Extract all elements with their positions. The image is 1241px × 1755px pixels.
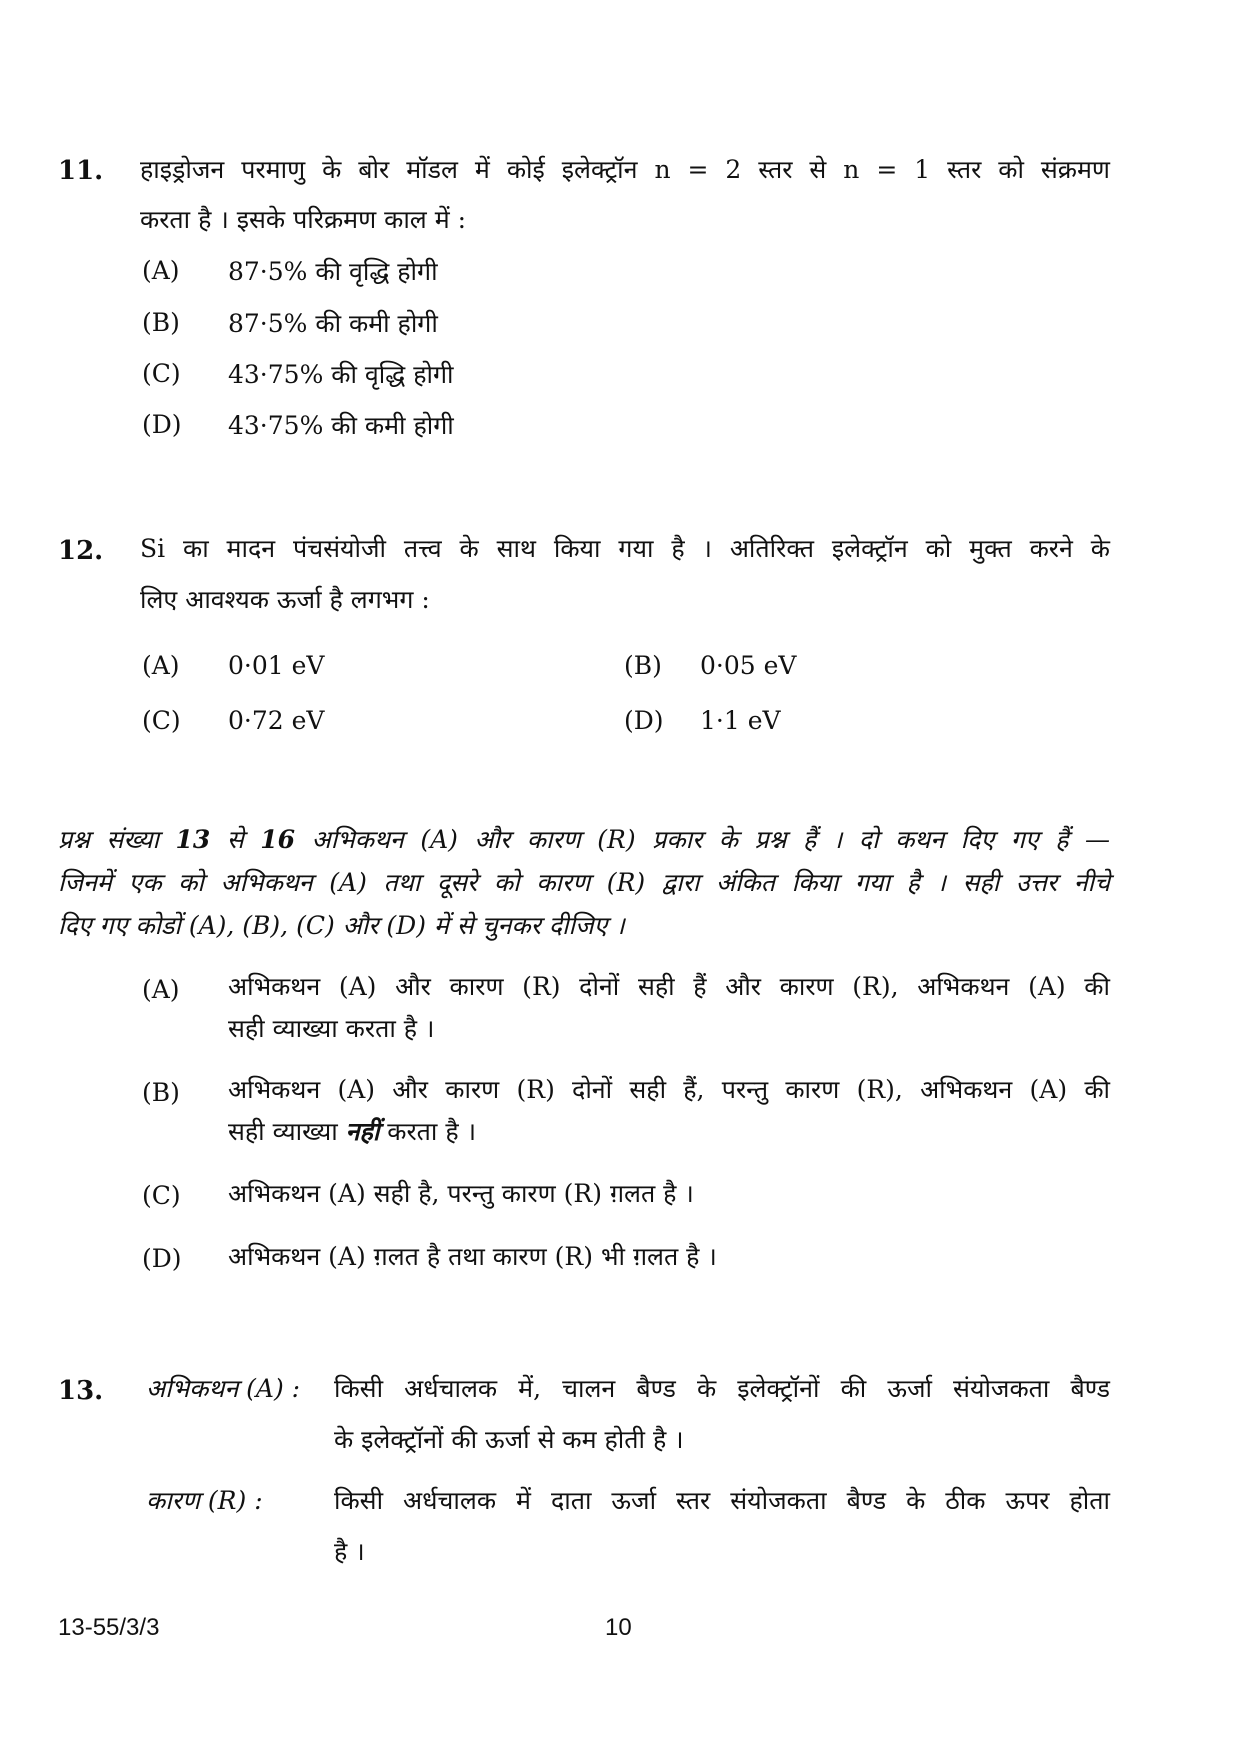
q12-option-c-label: (C) [142, 706, 181, 735]
q13-reason-line1: किसी अर्धचालक में दाता ऊर्जा स्तर संयोजकता बैण्ड के ठीक ऊपर होता [334, 1486, 1110, 1515]
code-a-label: (A) [142, 975, 180, 1004]
q11-number: 11. [58, 156, 104, 186]
q13-reason-label: कारण (R) : [146, 1486, 263, 1515]
code-d-label: (D) [142, 1244, 182, 1273]
q13-assertion-line2: के इलेक्ट्रॉनों की ऊर्जा से कम होती है । [334, 1425, 684, 1454]
q11-option-c-text: 43·75% की वृद्धि होगी [228, 360, 454, 389]
paper-code: 13-55/3/3 [58, 1614, 160, 1641]
q11-option-c-label: (C) [142, 359, 181, 388]
q12-option-d-text: 1·1 eV [700, 706, 781, 735]
code-a-line1: अभिकथन (A) और कारण (R) दोनों सही हैं और कारण (R), अभिकथन (A) की [228, 972, 1110, 1001]
q13-reason-line2: है । [334, 1537, 365, 1566]
q11-line2: करता है । इसके परिक्रमण काल में : [140, 205, 467, 234]
code-d-line1: अभिकथन (A) ग़लत है तथा कारण (R) भी ग़लत है । [228, 1242, 717, 1271]
q11-option-a-label: (A) [142, 256, 180, 285]
q12-line1: Si का मादन पंचसंयोजी तत्त्व के साथ किया गया है । अतिरिक्त इलेक्ट्रॉन को मुक्त करने के [140, 534, 1110, 563]
page-number: 10 [605, 1614, 632, 1641]
q11-option-b-text: 87·5% की कमी होगी [228, 309, 438, 338]
q12-option-d-label: (D) [624, 706, 664, 735]
q12-option-b-text: 0·05 eV [700, 651, 797, 680]
q11-line1: हाइड्रोजन परमाणु के बोर मॉडल में कोई इलेक्ट्रॉन n = 2 स्तर से n = 1 स्तर को संक्रमण [140, 155, 1110, 184]
q11-option-d-text: 43·75% की कमी होगी [228, 411, 454, 440]
q13-number: 13. [58, 1376, 104, 1406]
q12-line2: लिए आवश्यक ऊर्जा है लगभग : [140, 585, 430, 614]
q12-option-c-text: 0·72 eV [228, 706, 325, 735]
q13-assertion-line1: किसी अर्धचालक में, चालन बैण्ड के इलेक्ट्रॉनों की ऊर्जा संयोजकता बैण्ड [334, 1374, 1110, 1403]
code-b-label: (B) [142, 1078, 180, 1107]
q12-number: 12. [58, 536, 104, 566]
q13-assertion-label: अभिकथन (A) : [146, 1374, 301, 1403]
q12-option-b-label: (B) [624, 651, 662, 680]
instructions-line1: प्रश्न संख्या 13 से 16 अभिकथन (A) और कारण (R) प्रकार के प्रश्न हैं । दो कथन दिए गए हैं — [58, 825, 1111, 854]
q12-option-a-text: 0·01 eV [228, 651, 325, 680]
q11-option-b-label: (B) [142, 308, 180, 337]
code-c-line1: अभिकथन (A) सही है, परन्तु कारण (R) ग़लत है । [228, 1179, 694, 1208]
instructions-line3: दिए गए कोडों (A), (B), (C) और (D) में से चुनकर दीजिए । [58, 911, 625, 940]
q11-option-a-text: 87·5% की वृद्धि होगी [228, 257, 438, 286]
code-c-label: (C) [142, 1181, 181, 1210]
q12-option-a-label: (A) [142, 651, 180, 680]
code-a-line2: सही व्याख्या करता है । [228, 1014, 435, 1043]
q11-option-d-label: (D) [142, 410, 182, 439]
code-b-line1: अभिकथन (A) और कारण (R) दोनों सही हैं, परन्तु कारण (R), अभिकथन (A) की [228, 1075, 1110, 1104]
code-b-line2: सही व्याख्या नहीं करता है । [228, 1117, 477, 1146]
instructions-line2: जिनमें एक को अभिकथन (A) तथा दूसरे को कारण (R) द्वारा अंकित किया गया है । सही उत्तर नीचे [58, 868, 1110, 897]
